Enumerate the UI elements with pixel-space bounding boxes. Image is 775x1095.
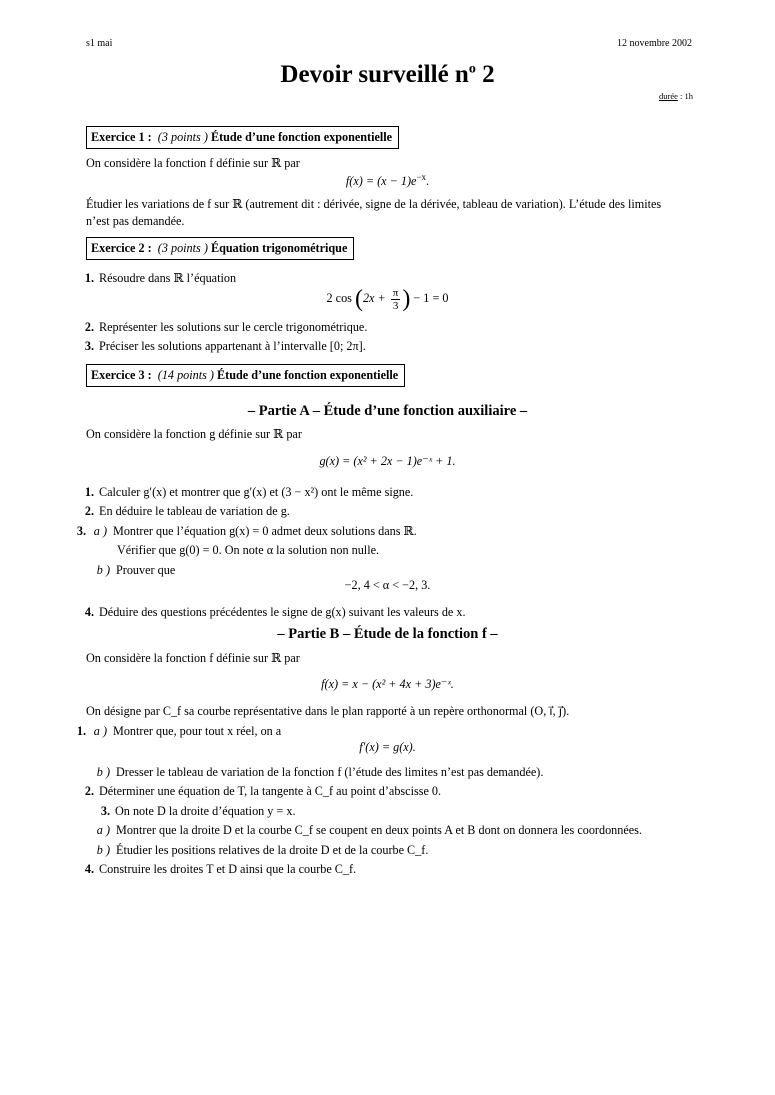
exercise-3-header: Exercice 3 : (14 points ) Étude d’une fonction exponentielle bbox=[86, 364, 695, 387]
part-a-q2: 2. En déduire le tableau de variation de g. bbox=[84, 504, 290, 518]
ex1-text-line2: n’est pas demandée. bbox=[86, 214, 185, 228]
page-title: Devoir surveillé $n^o$ 2 bbox=[280, 61, 495, 88]
part-b-q1a-formula: f′(x) = g(x). bbox=[359, 740, 416, 754]
ex1-text-line1: Étudier les variations de f sur ℝ (autrement dit : dérivée, signe de la dérivée, tableau de variation). L’étude des limites bbox=[86, 197, 662, 211]
part-b-q1a: 1. a ) Montrer que, pour tout x réel, on a bbox=[76, 724, 282, 738]
part-a-q1: 1. Calculer g′(x) et montrer que g′(x) et (3 − x²) ont le même signe. bbox=[84, 485, 414, 499]
header-date: 12 novembre 2002 bbox=[617, 38, 692, 49]
part-a-q3a: 3. a ) Montrer que l’équation g(x) = 0 admet deux solutions dans ℝ. bbox=[76, 524, 417, 538]
ex2-q1: 1. Résoudre dans ℝ l’équation bbox=[84, 271, 237, 285]
part-b-q4: 4. Construire les droites T et D ainsi que la courbe C_f. bbox=[84, 862, 357, 876]
part-b-title: – Partie B – Étude de la fonction f – bbox=[277, 626, 498, 642]
exercise-1-header: Exercice 1 : (3 points ) Étude d’une fonction exponentielle bbox=[86, 126, 695, 149]
part-a-formula: g(x) = (x² + 2x − 1)e⁻ˣ + 1. bbox=[319, 454, 456, 468]
duration: durée : 1h bbox=[658, 91, 693, 101]
part-b-q3a: a ) Montrer que la droite D et la courbe C_f se coupent en deux points A et B dont on donnera les coordonnées. bbox=[96, 823, 642, 837]
part-b-q2: 2. Déterminer une équation de T, la tangente à C_f au point d’abscisse 0. bbox=[84, 784, 442, 798]
exercise-2-header: Exercice 2 : (3 points ) Équation trigonométrique bbox=[86, 237, 695, 260]
part-b-q1b: b ) Dresser le tableau de variation de la fonction f (l’étude des limites n’est pas demandée). bbox=[96, 765, 544, 779]
part-b-q3b: b ) Étudier les positions relatives de la droite D et de la courbe C_f. bbox=[96, 843, 429, 857]
ex2-q2: 2. Représenter les solutions sur le cercle trigonométrique. bbox=[84, 320, 368, 334]
ex2-q3: 3. Préciser les solutions appartenant à l’intervalle [0; 2π]. bbox=[84, 339, 366, 353]
part-b-formula: f(x) = x − (x² + 4x + 3)e⁻ˣ. bbox=[321, 677, 454, 691]
part-b-q3: 3. On note D la droite d’équation y = x. bbox=[100, 804, 296, 818]
part-a-q3b: b ) Prouver que bbox=[96, 563, 176, 577]
part-a-intro: On considère la fonction g définie sur ℝ par bbox=[86, 427, 302, 441]
ex1-formula: $f(x) = (x - 1)e^{-x}$. bbox=[345, 172, 430, 189]
header-class: s1 mai bbox=[86, 38, 113, 49]
part-b-repere: On désigne par C_f sa courbe représentative dans le plan rapporté à un repère orthonormal (O, i⃗, j⃗). bbox=[86, 704, 570, 718]
part-a-q3a-cont: Vérifier que g(0) = 0. On note α la solution non nulle. bbox=[117, 543, 380, 557]
part-a-inequality: −2, 4 < α < −2, 3. bbox=[344, 578, 431, 592]
part-a-title: – Partie A – Étude d’une fonction auxiliaire – bbox=[247, 403, 528, 419]
ex2-equation: 2 cos (2x + $\frac{\pi}{3}$ ) − 1 = 0 bbox=[326, 286, 449, 312]
ex1-intro: On considère la fonction f définie sur ℝ par bbox=[86, 156, 300, 170]
part-b-intro: On considère la fonction f définie sur ℝ par bbox=[86, 651, 300, 665]
part-a-q4: 4. Déduire des questions précédentes le signe de g(x) suivant les valeurs de x. bbox=[84, 605, 466, 619]
